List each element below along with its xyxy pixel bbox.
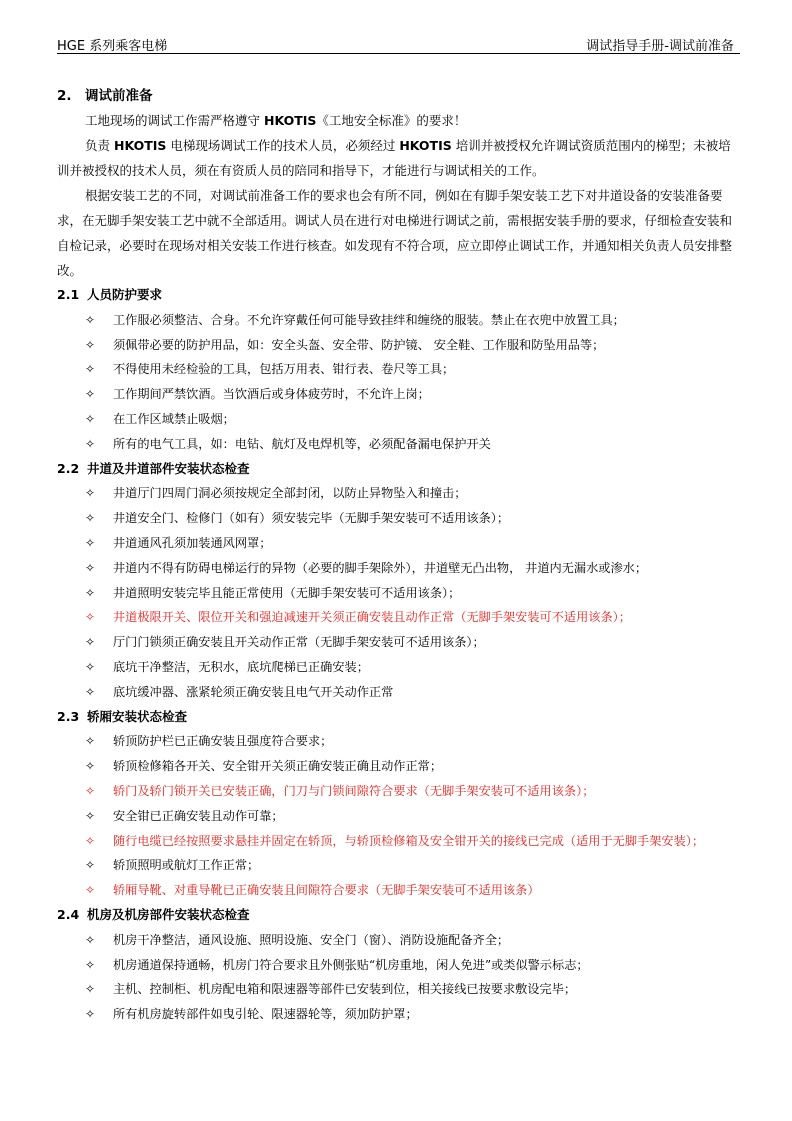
list-item: [57, 308, 740, 333]
list-item: [57, 804, 740, 829]
subsection-title: 机房及机房部件安装状态检查: [87, 906, 250, 922]
diamond-star-bullet-icon: ✧: [85, 932, 96, 947]
list-item-text: 所有的电气工具，如：电钻、航灯及电焊机等，必须配备漏电保护开关: [113, 436, 491, 451]
intro-paragraph: [57, 183, 740, 283]
diamond-star-bullet-icon: ✧: [85, 659, 96, 674]
list-item: [57, 977, 740, 1002]
diamond-star-bullet-icon: ✧: [85, 957, 96, 972]
paragraph-text: 培训并被授权允许调试资质范围内的梯型；未被培训并被授权的技术人员，须在有资质人员的陪同和指导下，才能进行与调试相关的工作。: [57, 138, 731, 178]
diamond-star-bullet-icon: ✧: [85, 362, 96, 377]
list-item-text: 须佩带必要的防护用品，如：安全头盔、安全带、防护镜、 安全鞋、工作服和防坠用品等；: [113, 337, 605, 352]
list-item-text: 轿顶防护栏已正确安装且强度符合要求；: [113, 734, 333, 749]
intro-paragraph: [57, 133, 740, 183]
list-item: [57, 829, 740, 854]
list-item: [57, 729, 740, 754]
header-manual-title: 调试指导手册-调试前准备: [586, 39, 734, 54]
paragraph-text: 负责: [85, 138, 114, 153]
subsection-number: 2.4: [57, 906, 80, 922]
diamond-star-bullet-icon: ✧: [85, 511, 96, 526]
diamond-star-bullet-icon: ✧: [85, 535, 96, 550]
subsection-title: 井道及井道部件安装状态检查: [87, 460, 250, 476]
list-item-text: 井道安全门、检修门（如有）须安装完毕（无脚手架安装可不适用该条）；: [113, 511, 510, 526]
list-item-text: 机房干净整洁，通风设施、照明设施、安全门（窗）、消防设施配备齐全；: [113, 932, 510, 947]
diamond-star-bullet-icon: ✧: [85, 337, 96, 352]
diamond-star-bullet-icon: ✧: [85, 833, 96, 848]
list-item-text: 轿门及轿门锁开关已安装正确，门刀与门锁间隙符合要求（无脚手架安装可不适用该条）；: [113, 783, 595, 798]
diamond-star-bullet-icon: ✧: [85, 411, 96, 426]
subsection-heading: [57, 283, 740, 308]
list-item: [57, 928, 740, 953]
subsection-title: 轿厢安装状态检查: [87, 708, 188, 724]
diamond-star-bullet-icon: ✧: [85, 436, 96, 451]
diamond-star-bullet-icon: ✧: [85, 759, 96, 774]
list-item-text: 所有机房旋转部件如曳引轮、限速器轮等，须加防护罩；: [113, 1007, 418, 1022]
list-item-text: 井道极限开关、限位开关和强迫减速开关须正确安装且动作正常（无脚手架安装可不适用该条）；: [113, 610, 631, 625]
list-item: [57, 531, 740, 556]
list-item-text: 工作服必须整洁、合身。不允许穿戴任何可能导致挂绊和缠绕的服装。禁止在衣兜中放置工具；: [113, 312, 625, 327]
page-header: [57, 33, 740, 54]
diamond-star-bullet-icon: ✧: [85, 387, 96, 402]
list-item-text: 井道厅门四周门洞必须按规定全部封闭，以防止异物坠入和撞击；: [113, 486, 467, 501]
list-item-text: 工作期间严禁饮酒。当饮酒后或身体疲劳时，不允许上岗；: [113, 387, 430, 402]
list-item: [57, 853, 740, 878]
list-item-text: 随行电缆已经按照要求悬挂并固定在轿顶，与轿顶检修箱及安全钳开关的接线已完成（适用于无脚手架安装）；: [113, 833, 705, 848]
subsection-heading: [57, 705, 740, 730]
diamond-star-bullet-icon: ✧: [85, 486, 96, 501]
section-heading: [57, 84, 740, 108]
header-product-name: HGE 系列乘客电梯: [57, 39, 168, 54]
list-item-text: 轿顶照明或航灯工作正常；: [113, 858, 260, 873]
list-item: [57, 506, 740, 531]
list-item: [57, 1002, 740, 1027]
paragraph-text: 《工地安全标准》的要求！: [316, 113, 467, 128]
list-item-text: 井道内不得有防碍电梯运行的异物（必要的脚手架除外），井道壁无凸出物， 井道内无漏水或渗水；: [113, 560, 648, 575]
list-item-text: 不得使用未经检验的工具，包括万用表、钳行表、卷尺等工具；: [113, 362, 455, 377]
list-item-text: 机房通道保持通畅，机房门符合要求且外侧张贴“机房重地，闲人免进”或类似警示标志；: [113, 957, 589, 972]
diamond-star-bullet-icon: ✧: [85, 858, 96, 873]
brand-name: HKOTIS: [263, 113, 317, 128]
section-title: 调试前准备: [85, 88, 153, 104]
brand-name: HKOTIS: [399, 138, 452, 153]
brand-name: HKOTIS: [113, 138, 167, 153]
intro-paragraph: [57, 108, 740, 133]
list-item: [57, 754, 740, 779]
list-item: [57, 655, 740, 680]
list-item: [57, 382, 740, 407]
list-item: [57, 481, 740, 506]
list-item-text: 轿厢导靴、对重导靴已正确安装且间隙符合要求（无脚手架安装可不适用该条）: [113, 883, 540, 898]
diamond-star-bullet-icon: ✧: [85, 684, 96, 699]
diamond-star-bullet-icon: ✧: [85, 585, 96, 600]
paragraph-text: 工地现场的调试工作需严格遵守: [85, 113, 264, 128]
paragraph-text: 电梯现场调试工作的技术人员，必须经过: [166, 138, 400, 153]
subsection-number: 2.2: [57, 460, 80, 476]
list-item: [57, 878, 740, 903]
subsection-number: 2.1: [57, 287, 80, 302]
paragraph-text: 根据安装工艺的不同，对调试前准备工作的要求也会有所不同，例如在有脚手架安装工艺下对井道设备的安装准备要求，在无脚手架安装工艺中就不全部适用。调试人员在进行对电梯进行调试之前，需根据安装手册的要求，仔细检查安装和自检记录，必要时在现场对相关安装工作进行核查。如发现有不符合项，应立即停止调试工作，并通知相关负责人员安排整改。: [57, 188, 733, 278]
list-item-text: 在工作区域禁止吸烟；: [113, 411, 235, 426]
list-item-text: 安全钳已正确安装且动作可靠；: [113, 808, 284, 823]
diamond-star-bullet-icon: ✧: [85, 734, 96, 749]
diamond-star-bullet-icon: ✧: [85, 883, 96, 898]
subsection-heading: [57, 903, 740, 928]
subsection-number: 2.3: [57, 708, 80, 724]
list-item: [57, 333, 740, 358]
diamond-star-bullet-icon: ✧: [85, 808, 96, 823]
list-item: [57, 407, 740, 432]
list-item: [57, 432, 740, 457]
list-item: [57, 605, 740, 630]
diamond-star-bullet-icon: ✧: [85, 312, 96, 327]
subsection-heading: [57, 457, 740, 482]
list-item-text: 井道通风孔须加装通风网罩；: [113, 535, 272, 550]
subsection-title: 人员防护要求: [87, 287, 163, 302]
list-item: [57, 779, 740, 804]
list-item-text: 厅门门锁须正确安装且开关动作正常（无脚手架安装可不适用该条）；: [113, 635, 485, 650]
list-item-text: 主机、控制柜、机房配电箱和限速器等部件已安装到位，相关接线已按要求敷设完毕；: [113, 982, 577, 997]
list-item: [57, 581, 740, 606]
list-item-text: 轿顶检修箱各开关、安全钳开关须正确安装正确且动作正常；: [113, 759, 443, 774]
list-item-text: 底坑干净整洁，无积水，底坑爬梯已正确安装；: [113, 659, 369, 674]
diamond-star-bullet-icon: ✧: [85, 982, 96, 997]
diamond-star-bullet-icon: ✧: [85, 610, 96, 625]
list-item-text: 井道照明安装完毕且能正常使用（无脚手架安装可不适用该条）；: [113, 585, 461, 600]
list-item-text: 底坑缓冲器、涨紧轮须正确安装且电气开关动作正常: [113, 684, 394, 699]
list-item: [57, 953, 740, 978]
diamond-star-bullet-icon: ✧: [85, 560, 96, 575]
diamond-star-bullet-icon: ✧: [85, 635, 96, 650]
section-number: 2.: [57, 88, 72, 104]
list-item: [57, 630, 740, 655]
diamond-star-bullet-icon: ✧: [85, 1007, 96, 1022]
subsection-list: [57, 283, 740, 1027]
diamond-star-bullet-icon: ✧: [85, 783, 96, 798]
document-body: [57, 84, 740, 1027]
list-item: [57, 556, 740, 581]
list-item: [57, 357, 740, 382]
list-item: [57, 680, 740, 705]
